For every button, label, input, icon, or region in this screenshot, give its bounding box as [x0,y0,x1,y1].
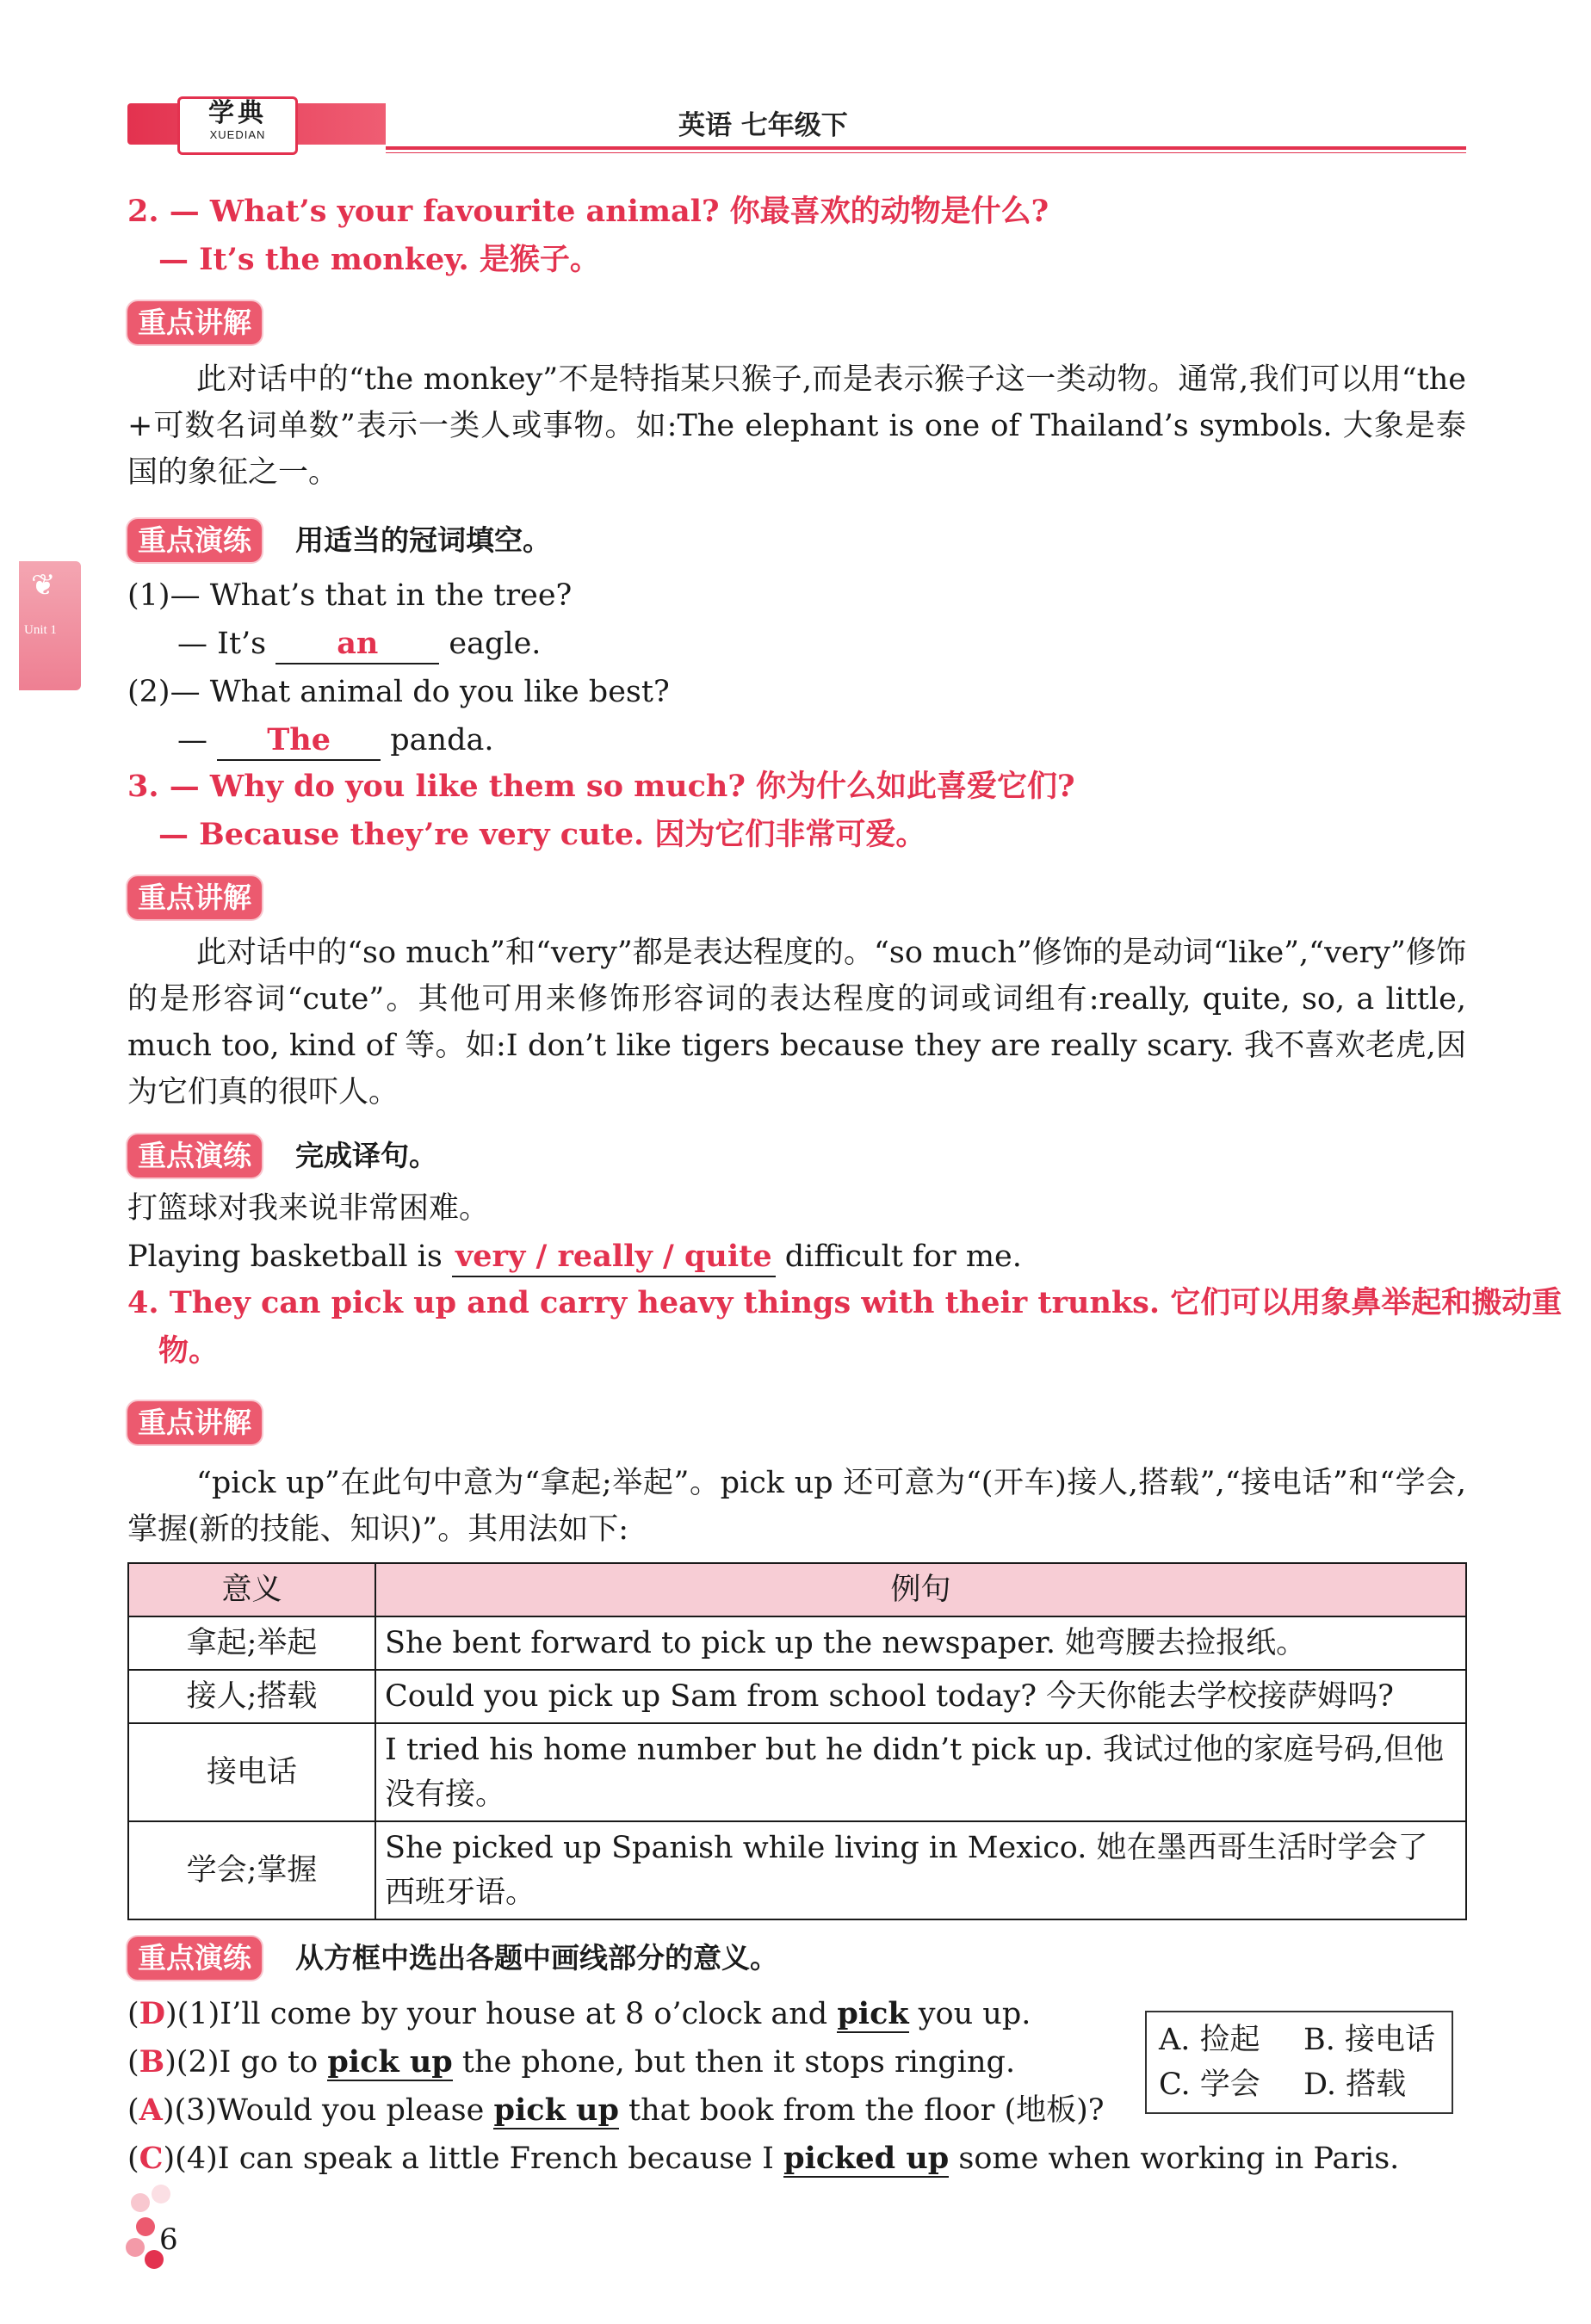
subject-title: 英语 七年级下 [678,110,848,141]
s2-p2-question: (2)— What animal do you like best? [127,675,670,709]
s2-p1-question: (1)— What’s that in the tree? [127,578,573,613]
option-a: A. 捡起 [1159,2023,1260,2057]
item-number: (1) [176,1997,220,2031]
s4-item-4: (C)(4)I can speak a little French because I picked up some when working in Paris. [127,2141,1400,2176]
s3-explain: 此对话中的“so much”和“very”都是表达程度的。“so much”修饰的是动词“like”,“very”修饰的是形容词“cute”。其他可用来修饰形容词的表达程度的词或词组有:really, quite, so, a little, much too, kind of 等。如:I don’t like tigers because they are really scary. 我不喜欢老虎,因为它们真的很吓人。 [127,936,1466,1109]
item-answer: A [139,2092,163,2128]
s3-practice-title: 完成译句。 [295,1139,437,1172]
item-underlined: pick up [493,2092,619,2128]
unit-side-tab [19,561,81,690]
s4-sentence-line1: 4. They can pick up and carry heavy things with their trunks. 它们可以用象鼻举起和搬动重 [127,1285,1563,1320]
s2-p1-answer [177,625,541,664]
option-b: B. 接电话 [1303,2023,1435,2057]
table-cell-example: I tried his home number but he didn’t pick up. 我试过他的家庭号码,但他没有接。 [375,1723,1466,1821]
table-header-example: 例句 [375,1563,1466,1616]
header-rule [386,146,1466,150]
table-cell-meaning: 学会;掌握 [128,1821,375,1919]
s2-p1-post: eagle. [449,627,542,661]
table-header-row [128,1563,1466,1616]
dot-icon [126,2238,145,2257]
s2-p1-pre: — It’s [177,627,267,661]
item-text: I can speak a little French because I [217,2142,784,2176]
table-row [128,1723,1466,1821]
table-cell-meaning: 拿起;举起 [128,1616,375,1670]
s3-answer: — Because they’re very cute. 因为它们非常可爱。 [158,817,926,852]
table-cell-example: She picked up Spanish while living in Mexico. 她在墨西哥生活时学会了西班牙语。 [375,1821,1466,1919]
item-text-end: the phone, but then it stops ringing. [452,2045,1016,2080]
wing-icon: ❦ [31,568,56,603]
item-number: (4) [175,2142,218,2176]
item-text-end: some when working in Paris. [949,2142,1400,2176]
s3-chinese: 打篮球对我来说非常困难。 [127,1191,490,1226]
option-c: C. 学会 [1159,2067,1260,2102]
item-answer: C [139,2141,164,2176]
table-row [128,1821,1466,1919]
item-underlined: picked up [783,2141,950,2176]
s2-answer: — It’s the monkey. 是猴子。 [158,242,600,277]
item-underlined: pick up [327,2044,453,2080]
s3-en-post: difficult for me. [784,1239,1022,1274]
item-text-end: that book from the floor (地板)? [618,2093,1105,2128]
table-cell-meaning: 接电话 [128,1723,375,1821]
s4-practice-title: 从方框中选出各题中画线部分的意义。 [295,1941,778,1975]
s2-question: 2. — What’s your favourite animal? 你最喜欢的动物是什么? [127,194,1049,229]
item-text: Would you please [217,2093,494,2128]
s4-explain-tag: 重点讲解 [127,1401,262,1444]
item-text: I go to [219,2045,328,2080]
logo-cn: 学典 [208,98,267,128]
table-row [128,1670,1466,1723]
dot-icon [136,2217,155,2236]
s3-blank: very / really / quite [452,1238,776,1277]
item-answer: D [139,1996,166,2031]
dot-icon [152,2185,170,2203]
item-underlined: pick [837,1996,909,2031]
s2-practice-title: 用适当的冠词填空。 [295,523,551,557]
options-box [1145,2011,1453,2114]
option-d: D. 搭载 [1303,2067,1407,2102]
item-text-end: you up. [908,1997,1031,2031]
table-row [128,1616,1466,1670]
table-cell-meaning: 接人;搭载 [128,1670,375,1723]
s2-explain: 此对话中的“the monkey”不是特指某只猴子,而是表示猴子这一类动物。通常,我们可以用“the +可数名词单数”表示一类人或事物。如:The elephant is one of Thailand’s symbols. 大象是泰国的象征之一。 [127,362,1466,490]
s3-question: 3. — Why do you like them so much? 你为什么如此喜爱它们? [127,769,1075,804]
page-number: 6 [159,2222,178,2257]
header-rule-thin [386,152,1466,153]
item-text: I’ll come by your house at 8 o’clock and [220,1997,838,2031]
table-cell-example: She bent forward to pick up the newspaper. 她弯腰去捡报纸。 [375,1616,1466,1670]
logo [177,96,298,155]
s4-item-2: (B)(2)I go to pick up the phone, but then it stops ringing. [127,2044,1016,2080]
s4-sentence-line2: 物。 [158,1333,220,1369]
dot-icon [131,2193,150,2212]
s4-practice-tag: 重点演练 [127,1937,262,1980]
item-number: (3) [174,2093,218,2128]
s3-practice-tag: 重点演练 [127,1134,262,1177]
s4-item-1: (D)(1)I’ll come by your house at 8 o’clock and pick you up. [127,1996,1031,2031]
table-cell-example: Could you pick up Sam from school today? 今天你能去学校接萨姆吗? [375,1670,1466,1723]
s3-explain-tag: 重点讲解 [127,876,262,919]
s3-english [127,1238,1022,1277]
pick-up-table [127,1562,1467,1920]
s2-explain-tag: 重点讲解 [127,301,262,344]
item-number: (2) [176,2045,220,2080]
unit-label: Unit 1 [24,623,57,637]
page-header [127,96,1466,157]
s2-p2-pre: — [177,723,207,757]
table-header-meaning: 意义 [128,1563,375,1616]
s4-item-3: (A)(3)Would you please pick up that book from the floor (地板)? [127,2092,1105,2128]
s2-p1-blank: an [275,625,439,664]
s3-en-pre: Playing basketball is [127,1239,443,1274]
s2-p2-blank: The [217,721,381,761]
logo-en: XUEDIAN [209,128,266,141]
s2-p2-post: panda. [390,723,494,757]
s2-practice-tag: 重点演练 [127,519,262,562]
s2-p2-answer [177,721,494,761]
s4-explain: “pick up”在此句中意为“拿起;举起”。pick up 还可意为“(开车)接人,搭载”,“接电话”和“学会,掌握(新的技能、知识)”。其用法如下: [127,1466,1466,1547]
item-answer: B [139,2044,165,2080]
